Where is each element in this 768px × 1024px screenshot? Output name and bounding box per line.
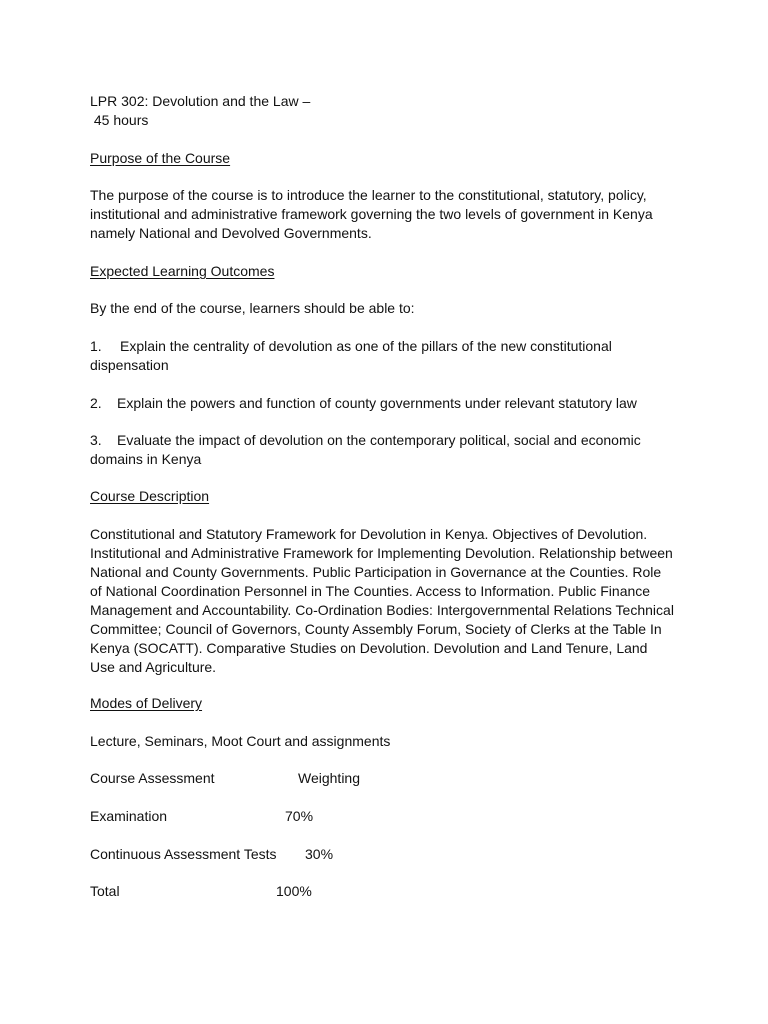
delivery-heading: Modes of Delivery [90,695,203,711]
purpose-body: The purpose of the course is to introduce the learner to the constitutional, statutory, policy, institutional and administrative framework governing the two levels of government in Kenya namely National and Devolved Governments. [90,187,653,241]
assessment-header-label: Course Assessment [90,770,215,786]
assessment-row-total [90,882,312,901]
assessment-row-label: Examination [90,808,168,824]
delivery-body: Lecture, Seminars, Moot Court and assignments [90,733,391,749]
outcome-item-3 [90,431,650,469]
assessment-row-cat [90,845,334,864]
description-heading: Course Description [90,488,210,504]
outcome-number: 2. [90,395,102,411]
outcomes-intro: By the end of the course, learners should be able to: [90,300,415,316]
outcome-item-2 [90,394,637,413]
assessment-row-value: 30% [305,846,334,862]
course-title: LPR 302: Devolution and the Law – [90,93,311,109]
outcomes-heading: Expected Learning Outcomes [90,263,275,279]
assessment-row-label: Continuous Assessment Tests [90,846,277,862]
description-body: Constitutional and Statutory Framework for Devolution in Kenya. Objectives of Devolution. Institutional and Administrative Framework for Implementing Devolution. Relationship between National and County Governments. Public Participation in Governance at the Counties. Role of National Coordination Personnel in The Counties. Access to Information. Public Finance Management and Accountability. Co-Ordination Bodies: Intergovernmental Relations Technical Committee; Council of Governors, County Assembly Forum, Society of Clerks at the Table In Kenya (SOCATT). Comparative Studies on Devolution. Devolution and Land Tenure, Land Use and Agriculture. [90,526,674,675]
outcome-number: 3. [90,432,102,448]
assessment-row-value: 100% [276,883,312,899]
outcome-text: Evaluate the impact of devolution on the contemporary political, social and economic domains in Kenya [90,432,641,467]
outcome-item-1 [90,337,650,375]
assessment-header-row [90,769,361,788]
assessment-row-value: 70% [285,808,314,824]
purpose-heading: Purpose of the Course [90,150,231,166]
outcome-text: Explain the centrality of devolution as one of the pillars of the new constitutional dispensation [90,338,612,373]
assessment-row-examination [90,807,314,826]
outcome-number: 1. [90,338,102,354]
assessment-row-label: Total [90,883,120,899]
assessment-header-value: Weighting [298,770,361,786]
outcome-text: Explain the powers and function of county governments under relevant statutory law [117,395,637,411]
course-hours: 45 hours [90,112,149,128]
